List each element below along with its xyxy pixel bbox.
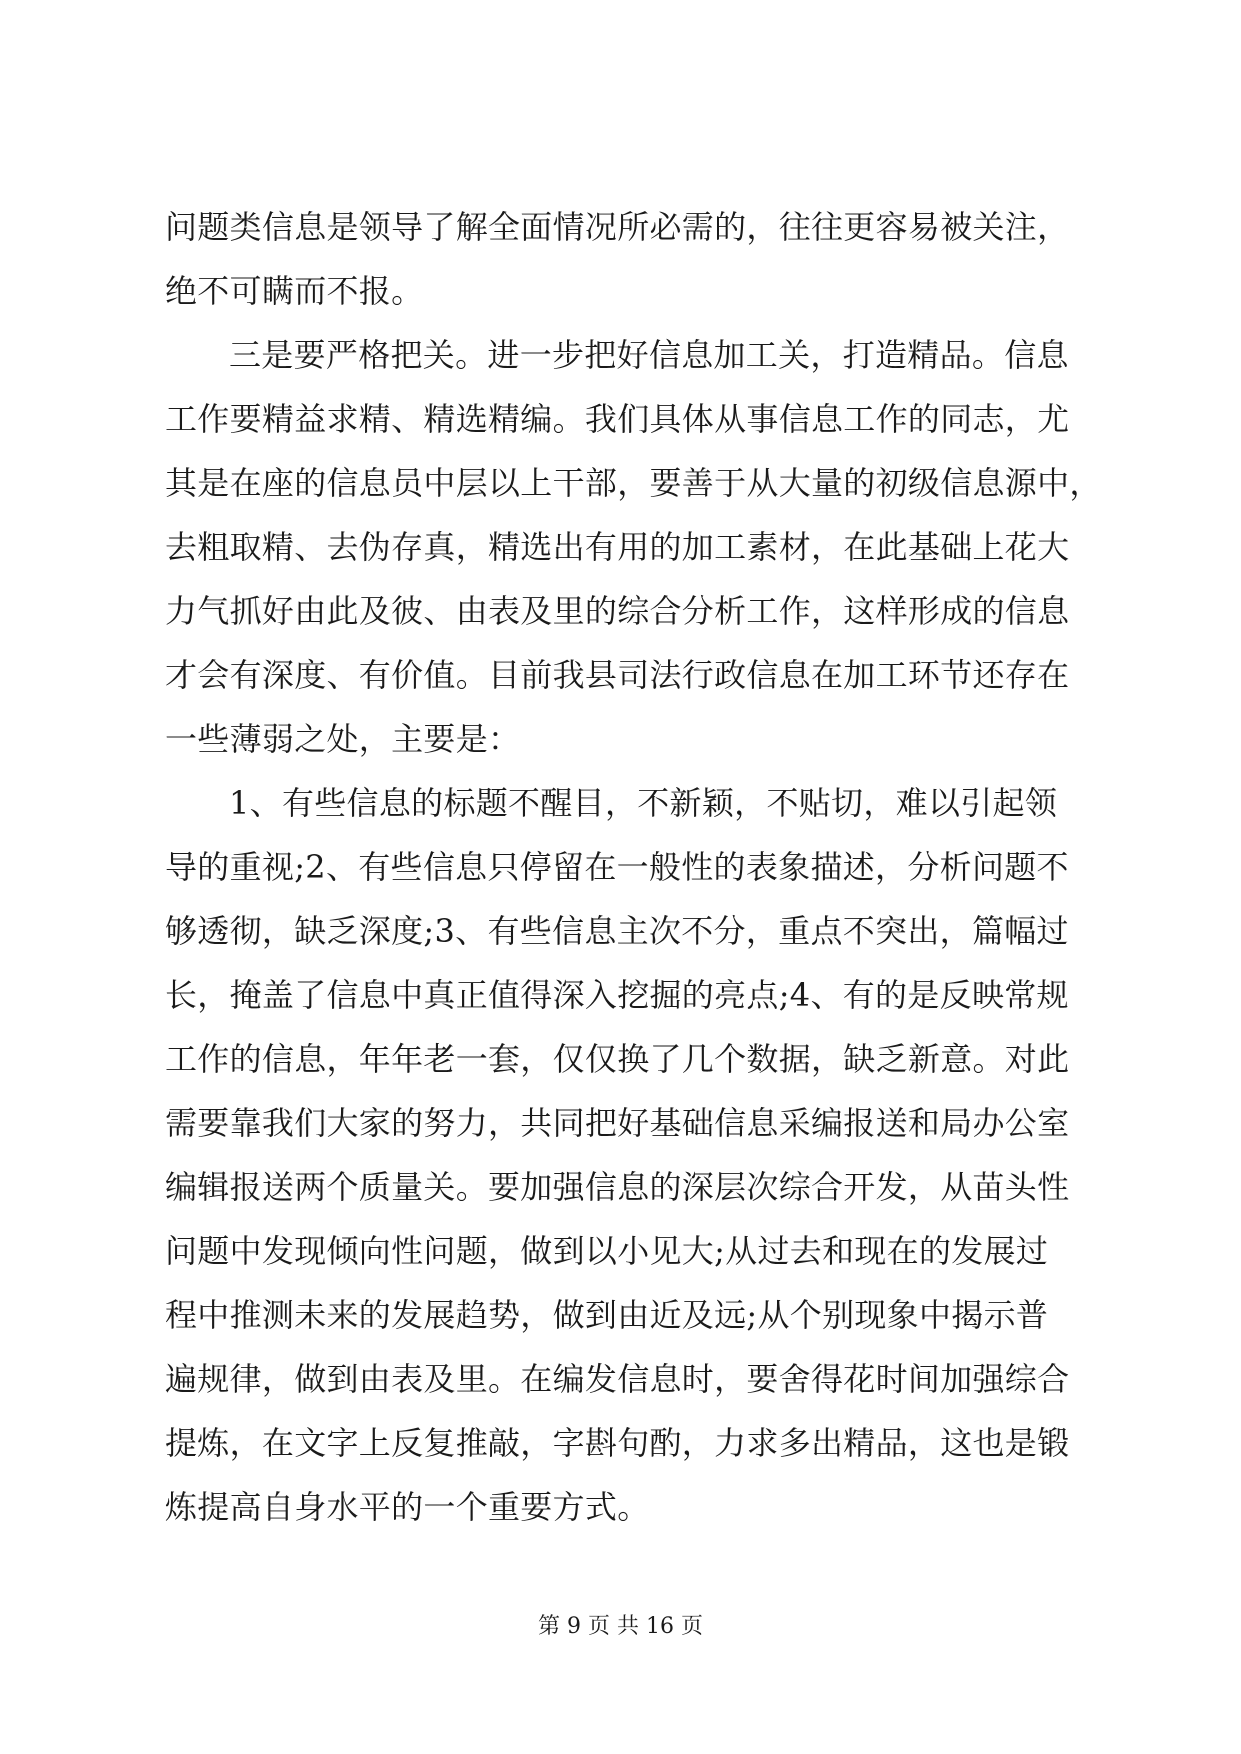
text-line: 长，掩盖了信息中真正值得深入挖掘的亮点;4、有的是反映常规 — [165, 976, 1069, 1014]
text-line: 导的重视;2、有些信息只停留在一般性的表象描述，分析问题不 — [165, 848, 1069, 886]
text-line: 一些薄弱之处，主要是： — [165, 720, 521, 758]
text-line: 三是要严格把关。进一步把好信息加工关，打造精品。信息 — [229, 336, 1069, 374]
text-line: 其是在座的信息员中层以上干部，要善于从大量的初级信息源中， — [165, 464, 1102, 502]
text-line: 问题中发现倾向性问题，做到以小见大;从过去和现在的发展过 — [165, 1232, 1049, 1270]
text-line: 工作的信息，年年老一套，仅仅换了几个数据，缺乏新意。对此 — [165, 1040, 1070, 1078]
text-line: 去粗取精、去伪存真，精选出有用的加工素材，在此基础上花大 — [165, 528, 1070, 566]
text-line: 力气抓好由此及彼、由表及里的综合分析工作，这样形成的信息 — [165, 592, 1070, 630]
text-line: 编辑报送两个质量关。要加强信息的深层次综合开发，从苗头性 — [165, 1168, 1070, 1206]
paragraph-3 — [165, 771, 1085, 1539]
page-number-footer: 第 9 页 共 16 页 — [538, 1614, 703, 1639]
text-line: 炼提高自身水平的一个重要方式。 — [165, 1488, 650, 1526]
text-line: 够透彻，缺乏深度;3、有些信息主次不分，重点不突出，篇幅过 — [165, 912, 1069, 950]
text-line: 绝不可瞒而不报。 — [165, 272, 424, 310]
text-line: 工作要精益求精、精选精编。我们具体从事信息工作的同志，尤 — [165, 400, 1070, 438]
text-line: 才会有深度、有价值。目前我县司法行政信息在加工环节还存在 — [165, 656, 1070, 694]
text-line: 1、有些信息的标题不醒目，不新颖，不贴切，难以引起领 — [229, 784, 1058, 822]
text-line: 提炼，在文字上反复推敲，字斟句酌，力求多出精品，这也是锻 — [165, 1424, 1070, 1462]
text-line: 程中推测未来的发展趋势，做到由近及远;从个别现象中揭示普 — [165, 1296, 1049, 1334]
text-line: 需要靠我们大家的努力，共同把好基础信息采编报送和局办公室 — [165, 1104, 1070, 1142]
paragraph-1 — [165, 195, 1085, 323]
paragraph-2 — [165, 323, 1102, 771]
text-line: 遍规律，做到由表及里。在编发信息时，要舍得花时间加强综合 — [165, 1360, 1070, 1398]
text-line: 问题类信息是领导了解全面情况所必需的，往往更容易被关注， — [165, 208, 1070, 246]
document-body — [165, 195, 1102, 1539]
